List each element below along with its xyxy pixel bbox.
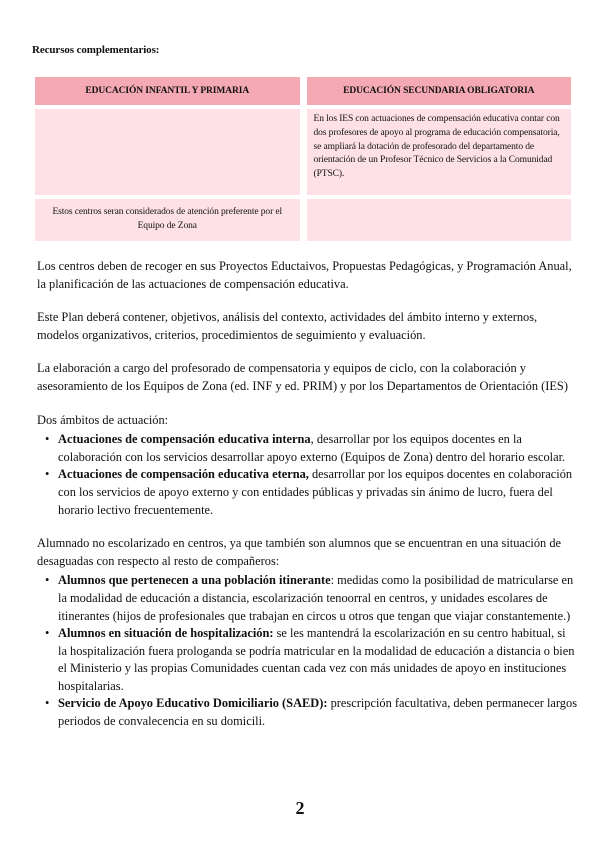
list-item: [45, 466, 577, 519]
page-number: 2: [295, 798, 305, 818]
list-item: [45, 625, 577, 695]
ambitos-list: [37, 431, 577, 519]
cell-secundaria-row2: [307, 199, 572, 241]
cell-primaria-row1: [35, 109, 300, 195]
list-item-title: Alumnos que pertenecen a una población itinerante: [58, 573, 331, 588]
list-item: [45, 431, 577, 466]
list-item-text: : medidas como la posibilidad de matricularse en la modalidad de educación a distancia, escolarización tenoorral en centros, y unidades escolares de itinerantes (hijos de profesionales que trabajan en circos u otros que tengan que viajar constantemente.): [58, 573, 574, 623]
bullet-icon: •: [45, 432, 50, 447]
cell-primaria-row2: Estos centros seran considerados de atención preferente por el Equipo de Zona: [35, 199, 300, 241]
list-item-title: Alumnos en situación de hospitalización:: [58, 626, 274, 641]
list-item-title: Actuaciones de compensación educativa eterna,: [58, 467, 309, 482]
paragraph-plan: Este Plan deberá contener, objetivos, análisis del contexto, actividades del ámbito interno y externos, modelos organizativos, criterios, procedimientos de seguimiento y evaluación.: [37, 310, 538, 342]
list-item-text: se les mantendrá la escolarización en su centro habitual, si la hospitalización fuera prologanda se podría matricular en la modalidad de educación a distancia o bien el Ministerio y las propias Comunidades cuentan cada vez con más unidades de apoyo en instituciones hospitalarias.: [58, 626, 575, 693]
header-infantil-primaria: EDUCACIÓN INFANTIL Y PRIMARIA: [35, 77, 300, 105]
resources-table: [28, 73, 578, 245]
body-text: [37, 258, 577, 747]
alumnado-list: [37, 572, 577, 730]
paragraph-proyectos: Los centros deben de recoger en sus Proyectos Eductaivos, Propuestas Pedagógicas, y Programación Anual, la planificación de las actuaciones de compensación educativa.: [37, 259, 572, 291]
bullet-icon: •: [45, 573, 50, 588]
cell-secundaria-row1: En los IES con actuaciones de compensación educativa contar con dos profesores de apoyo al programa de educación compensatoria, se ampliará la dotación de profesorado del departamento de orientación de un Profesor Técnico de Servicios a la Comunidad (PTSC).: [307, 109, 572, 195]
section-heading: Recursos complementarios:: [32, 44, 160, 56]
list-item-text: desarrollar por los equipos docentes en colaboración con los servicios de apoyo externo y con entidades públicas y privadas sin ánimo de lucro, fuera del horario lectivo frecuentemente.: [58, 467, 573, 517]
paragraph-ambitos-intro: Dos ámbitos de actuación:: [37, 412, 169, 427]
list-item-text: prescripción facultativa, deben permanecer largos periodos de convalecencia en su domicili.: [58, 696, 578, 729]
list-item-title: Actuaciones de compensación educativa interna: [58, 432, 311, 447]
paragraph-elaboracion: La elaboración a cargo del profesorado de compensatoria y equipos de ciclo, con la colaboración y asesoramiento de los Equipos de Zona (ed. INF y ed. PRIM) y por los Departamentos de Orientación (IES): [37, 361, 568, 393]
bullet-icon: •: [45, 696, 50, 711]
bullet-icon: •: [45, 467, 50, 482]
list-item: [45, 695, 578, 730]
list-item-text: , desarrollar por los equipos docentes en la colaboración con los servicios desarrollar apoyo externo (Equipos de Zona) dentro del horario escolar.: [58, 432, 566, 464]
list-item-title: Servicio de Apoyo Educativo Domiciliario (SAED):: [58, 696, 328, 711]
header-secundaria: EDUCACIÓN SECUNDARIA OBLIGATORIA: [307, 77, 572, 105]
list-item: [45, 572, 577, 625]
paragraph-alumnado-intro: Alumnado no escolarizado en centros, ya que también son alumnos que se encuentran en una situación de desaguadas con respecto al resto de compañeros:: [37, 536, 562, 568]
bullet-icon: •: [45, 626, 50, 641]
